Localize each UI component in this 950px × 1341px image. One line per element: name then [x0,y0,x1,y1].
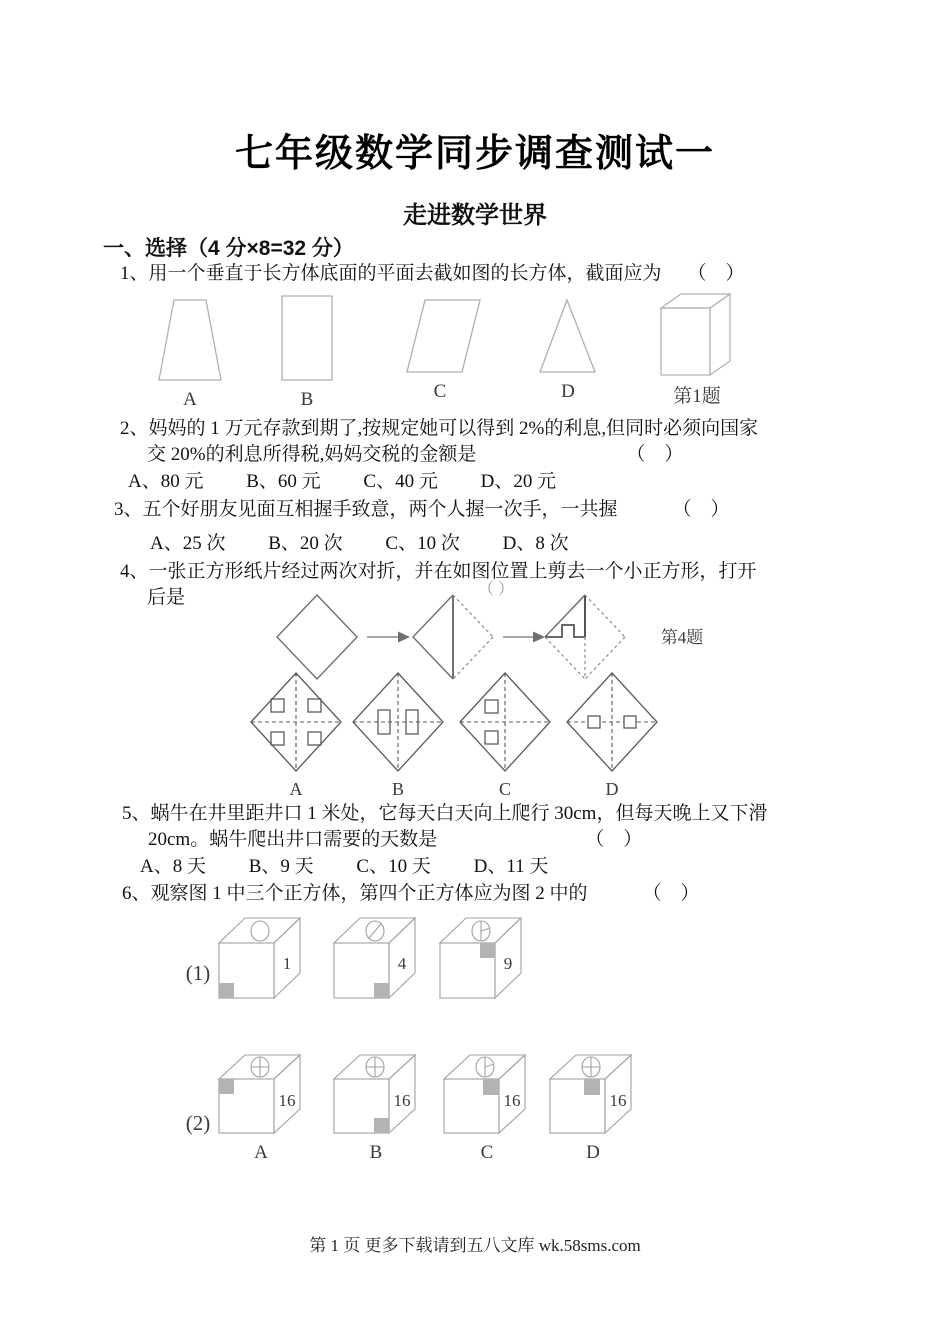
question-4-line2: 后是 [147,587,186,608]
cube-2 [334,918,415,998]
question-2-stem: 交 20%的利息所得税,妈妈交税的金额是 [147,444,477,465]
arrow-right-icon [367,632,410,643]
cube-option-c [444,1055,525,1163]
option-b: B、9 天 [248,856,314,877]
question-1-figure [140,290,780,412]
cube-number: 16 [503,1091,521,1110]
cube-number: 9 [503,954,513,973]
option-a: A、80 元 [128,471,204,492]
gray-square-bottom-right [374,983,389,998]
question-5-options [140,856,586,879]
question-6-stem: 6、观察图 1 中三个正方体，第四个正方体应为图 2 中的 [122,883,588,904]
diamond-label-c: C [498,779,512,799]
arrow-right-icon [503,632,545,643]
option-c: C、10 次 [385,533,460,554]
section-heading: 一、选择（4 分×8=32 分） [103,237,354,260]
question-6-answer-blank: （ ） [642,883,700,904]
question-3-stem: 3、五个好朋友见面互相握手致意，两个人握一次手，一共握 [114,499,618,520]
cube-3 [440,918,521,998]
figure-4-caption: 第4题 [660,628,704,647]
folded-once-shape [413,595,493,679]
cube-label-c: C [480,1142,494,1163]
question-2-answer-blank: （ ） [626,444,684,465]
question-5-answer-blank: （ ） [585,829,643,850]
cube-label-b: B [369,1142,383,1163]
gray-square-top-right [483,1079,499,1095]
question-2-line1: 2、妈妈的 1 万元存款到期了,按规定她可以得到 2%的利息,但同时必须向国家 [120,418,759,439]
figure-1-caption: 第1题 [673,386,721,407]
question-3-options [150,533,607,556]
cube-label-a: A [254,1142,268,1163]
option-d: D、11 天 [473,856,549,877]
circle-clock-icon [472,921,490,941]
question-2-options [128,471,594,494]
question-6-row1-figure [160,912,580,1017]
circle-icon [251,921,269,941]
cube-number: 16 [393,1091,411,1110]
question-3-answer-blank: （ ） [672,499,730,520]
question-6-row2-figure [160,1042,660,1167]
cube-number: 16 [609,1091,627,1110]
diamond-label-d: D [605,779,619,799]
question-4-answer-options-figure [235,668,695,800]
question-6-text [122,883,700,906]
triangle-shape [540,300,595,372]
cube-label-d: D [586,1142,600,1163]
shape-label-a: A [183,389,197,410]
folded-with-notch-shape [545,595,625,679]
shape-label-b: B [300,389,314,410]
question-3-text [114,499,730,522]
option-b: B、20 次 [268,533,343,554]
page-footer: 第 1 页 更多下载请到五八文库 wk.58sms.com [309,1236,641,1255]
cube-number: 1 [282,954,292,973]
question-5-line1: 5、蜗牛在井里距井口 1 米处，它每天白天向上爬行 30cm，但每天晚上又下滑 [122,803,768,824]
answer-diamond-d [567,673,657,771]
row2-label: (2) [185,1111,211,1135]
circle-slash-icon [366,921,384,941]
unfolded-square-shape [277,595,357,679]
parallelogram-shape [407,300,480,372]
question-1-text [120,263,745,286]
circle-plus-icon [366,1057,384,1077]
row1-label: (1) [185,961,211,985]
answer-diamond-b [353,673,443,771]
question-5-stem: 20cm。蜗牛爬出井口需要的天数是 [148,829,438,850]
cube-number: 16 [278,1091,296,1110]
question-1-answer-blank: （ ） [687,263,745,284]
diamond-label-a: A [289,779,303,799]
option-d: D、8 次 [502,533,569,554]
option-a: A、25 次 [150,533,226,554]
question-1-stem: 1、用一个垂直于长方体底面的平面去截如图的长方体，截面应为 [120,263,662,284]
rectangle-shape [282,296,332,380]
question-5-line2 [148,829,642,852]
trapezoid-shape [159,300,221,380]
question-2-line2 [147,444,683,467]
question-4-line1: 4、一张正方形纸片经过两次对折，并在如图位置上剪去一个小正方形，打开 [120,561,757,582]
gray-square-top-right [584,1079,600,1095]
shape-label-d: D [561,381,575,402]
cube-number: 4 [397,954,407,973]
cuboid-shape [661,294,730,375]
question-4-answer-blank: （ ） [478,581,515,598]
answer-diamond-a [251,673,341,771]
cube-option-a [219,1055,300,1163]
option-c: C、10 天 [356,856,431,877]
gray-square-bottom-right [374,1118,389,1133]
diamond-label-b: B [391,779,405,799]
circle-clock-icon [476,1057,494,1077]
option-d: D、20 元 [480,471,557,492]
page-subtitle: 走进数学世界 [403,203,547,229]
gray-square-top-right [480,943,495,958]
circle-plus-icon [251,1057,269,1077]
gray-square-bottom-left [219,983,234,998]
option-b: B、60 元 [246,471,321,492]
cube-option-d [550,1055,631,1163]
option-a: A、8 天 [140,856,206,877]
shape-label-c: C [433,381,447,402]
cube-1 [219,918,300,998]
gray-square-top-left [219,1079,234,1094]
page-title: 七年级数学同步调查测试一 [234,133,715,175]
answer-diamond-c [460,673,550,771]
circle-plus-icon [582,1057,600,1077]
cube-option-b [334,1055,415,1163]
option-c: C、40 元 [363,471,438,492]
